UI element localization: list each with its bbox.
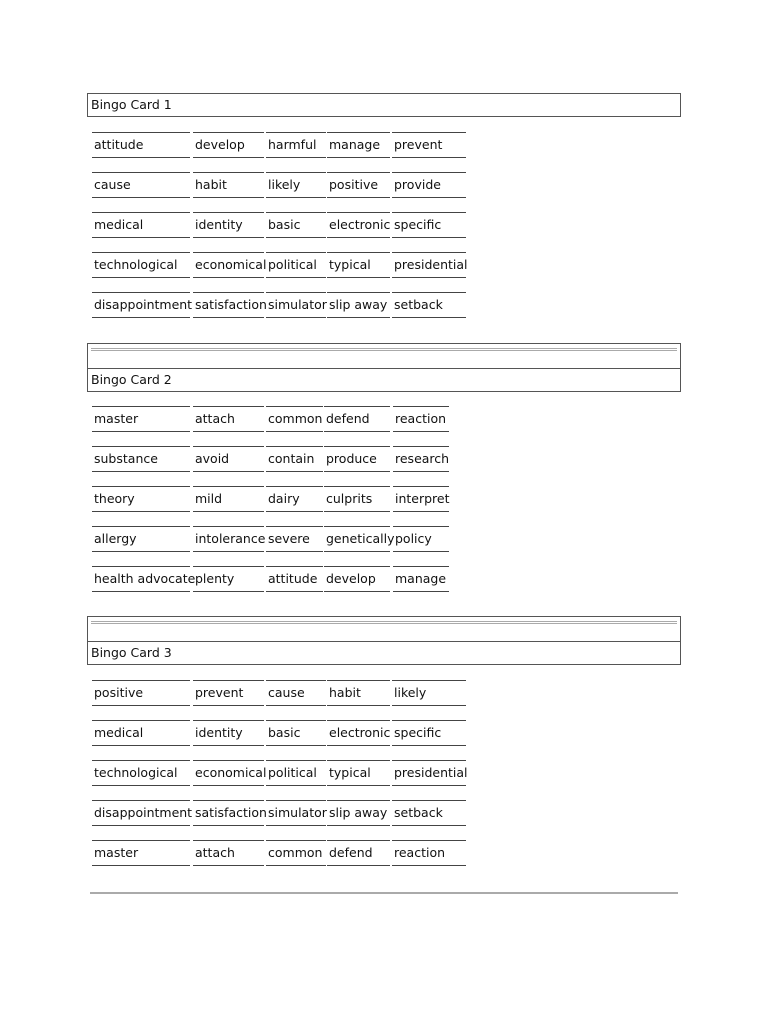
- bingo-word: develop: [326, 571, 376, 586]
- bingo-word: cause: [268, 685, 305, 700]
- bingo-cell: [193, 760, 267, 786]
- bingo-word: manage: [395, 571, 447, 586]
- bingo-cell: [327, 212, 390, 238]
- bingo-word: interpret: [395, 491, 450, 506]
- bingo-word: setback: [394, 805, 443, 820]
- bingo-word: theory: [94, 491, 135, 506]
- bingo-word: reaction: [395, 411, 447, 426]
- bingo-word: slip away: [329, 805, 388, 820]
- bingo-cell: [392, 800, 466, 826]
- card-title: Bingo Card 2: [91, 372, 172, 387]
- bingo-word: electronic: [329, 725, 391, 740]
- bingo-cell: [193, 406, 264, 432]
- bingo-word: produce: [326, 451, 377, 466]
- bingo-cell: [193, 680, 264, 706]
- bingo-word: positive: [329, 177, 379, 192]
- bingo-cell: [92, 720, 190, 746]
- bingo-word: positive: [94, 685, 144, 700]
- bingo-cell: [193, 800, 267, 826]
- bingo-word: research: [395, 451, 450, 466]
- bingo-cell: [193, 840, 264, 866]
- bingo-word: substance: [94, 451, 158, 466]
- bingo-word: identity: [195, 725, 243, 740]
- bingo-word: health advocate: [94, 571, 196, 586]
- bingo-word: disappointment: [94, 805, 193, 820]
- bingo-word: common: [268, 845, 323, 860]
- bingo-cell: [92, 566, 196, 592]
- bingo-word: medical: [94, 725, 144, 740]
- bingo-cell: [327, 800, 390, 826]
- bingo-word: allergy: [94, 531, 137, 546]
- bingo-word: genetically: [326, 531, 395, 546]
- bingo-cell: [266, 800, 326, 826]
- bingo-word: slip away: [329, 297, 388, 312]
- card-title: Bingo Card 1: [91, 97, 172, 112]
- bingo-cell: [92, 212, 190, 238]
- bingo-cell: [266, 720, 326, 746]
- bingo-cell: [392, 212, 466, 238]
- bingo-word: economical: [195, 257, 267, 272]
- bingo-word: harmful: [268, 137, 317, 152]
- bingo-cell: [266, 212, 326, 238]
- bingo-cell: [92, 800, 193, 826]
- bingo-cell: [92, 252, 190, 278]
- bingo-word: medical: [94, 217, 144, 232]
- bingo-cell: [392, 132, 466, 158]
- bingo-cell: [266, 406, 323, 432]
- bingo-word: simulator: [268, 805, 327, 820]
- bingo-cell: [327, 680, 390, 706]
- bingo-cell: [393, 406, 449, 432]
- bingo-cell: [193, 486, 264, 512]
- bingo-word: identity: [195, 217, 243, 232]
- bingo-cell: [324, 526, 395, 552]
- bingo-cell: [393, 446, 449, 472]
- bingo-cell: [92, 446, 190, 472]
- bingo-cell: [193, 132, 264, 158]
- bingo-word: attitude: [268, 571, 318, 586]
- bingo-cell: [324, 566, 390, 592]
- card-title-box: [87, 93, 681, 117]
- bingo-cell: [92, 406, 190, 432]
- bingo-word: attach: [195, 411, 235, 426]
- bingo-word: avoid: [195, 451, 230, 466]
- card-separator: [87, 343, 681, 368]
- bingo-cell: [92, 680, 190, 706]
- bingo-cell: [327, 840, 390, 866]
- card-title: Bingo Card 3: [91, 645, 172, 660]
- bingo-word: technological: [94, 765, 178, 780]
- bingo-word: defend: [326, 411, 370, 426]
- bingo-cell: [392, 172, 466, 198]
- bingo-cell: [393, 486, 449, 512]
- bingo-cell: [327, 760, 390, 786]
- separator-rule: [91, 348, 677, 351]
- bingo-word: cause: [94, 177, 131, 192]
- bingo-word: mild: [195, 491, 223, 506]
- bingo-cell: [193, 566, 264, 592]
- bingo-word: disappointment: [94, 297, 193, 312]
- bingo-cell: [193, 212, 264, 238]
- bingo-cell: [266, 566, 323, 592]
- bingo-word: satisfaction: [195, 297, 267, 312]
- bingo-word: political: [268, 765, 317, 780]
- bingo-cell: [92, 292, 193, 318]
- bingo-cell: [393, 566, 449, 592]
- bingo-cell: [193, 292, 267, 318]
- bingo-cell: [266, 840, 326, 866]
- bingo-word: provide: [394, 177, 441, 192]
- bingo-word: presidential: [394, 257, 468, 272]
- bingo-word: contain: [268, 451, 315, 466]
- bingo-cell: [266, 172, 326, 198]
- bingo-cell: [392, 840, 466, 866]
- bingo-cell: [392, 292, 466, 318]
- bingo-word: typical: [329, 257, 371, 272]
- bingo-cell: [327, 172, 390, 198]
- bingo-cell: [393, 526, 449, 552]
- bingo-cell: [92, 172, 190, 198]
- bingo-cell: [327, 292, 390, 318]
- bingo-cell: [327, 720, 390, 746]
- bingo-cell: [193, 446, 264, 472]
- bingo-cell: [92, 526, 190, 552]
- bingo-cell: [392, 760, 466, 786]
- bingo-word: political: [268, 257, 317, 272]
- bingo-word: plenty: [195, 571, 235, 586]
- bingo-cell: [324, 446, 390, 472]
- bingo-word: attach: [195, 845, 235, 860]
- bingo-cell: [327, 132, 390, 158]
- bingo-word: habit: [195, 177, 227, 192]
- bingo-cell: [392, 680, 466, 706]
- bingo-word: basic: [268, 725, 301, 740]
- bingo-cell: [266, 292, 326, 318]
- bottom-rule: [90, 892, 678, 894]
- bingo-cell: [92, 760, 190, 786]
- bingo-word: policy: [395, 531, 432, 546]
- bingo-word: electronic: [329, 217, 391, 232]
- bingo-cell: [324, 486, 390, 512]
- bingo-cell: [266, 680, 326, 706]
- bingo-word: specific: [394, 725, 442, 740]
- bingo-cell: [193, 252, 267, 278]
- bingo-word: technological: [94, 257, 178, 272]
- bingo-word: basic: [268, 217, 301, 232]
- bingo-cell: [92, 486, 190, 512]
- bingo-word: reaction: [394, 845, 446, 860]
- separator-rule: [91, 621, 677, 624]
- bingo-cell: [193, 720, 264, 746]
- bingo-word: master: [94, 845, 139, 860]
- bingo-cell: [92, 132, 190, 158]
- bingo-word: develop: [195, 137, 245, 152]
- bingo-cell: [193, 526, 264, 552]
- bingo-word: common: [268, 411, 323, 426]
- card-title-box: [87, 368, 681, 392]
- card-separator: [87, 616, 681, 641]
- bingo-word: presidential: [394, 765, 468, 780]
- card-title-box: [87, 641, 681, 665]
- bingo-word: master: [94, 411, 139, 426]
- bingo-word: likely: [394, 685, 427, 700]
- bingo-cell: [266, 252, 326, 278]
- bingo-cell: [392, 720, 466, 746]
- bingo-cell: [266, 526, 323, 552]
- bingo-word: attitude: [94, 137, 144, 152]
- bingo-word: severe: [268, 531, 310, 546]
- bingo-word: simulator: [268, 297, 327, 312]
- bingo-cell: [266, 760, 326, 786]
- bingo-cell: [92, 840, 190, 866]
- bingo-word: prevent: [394, 137, 443, 152]
- bingo-cell: [392, 252, 466, 278]
- bingo-word: typical: [329, 765, 371, 780]
- bingo-word: dairy: [268, 491, 300, 506]
- bingo-word: setback: [394, 297, 443, 312]
- bingo-cell: [327, 252, 390, 278]
- bingo-cell: [324, 406, 390, 432]
- bingo-word: satisfaction: [195, 805, 267, 820]
- bingo-cell: [266, 132, 326, 158]
- bingo-word: defend: [329, 845, 373, 860]
- bingo-word: intolerance: [195, 531, 266, 546]
- bingo-word: likely: [268, 177, 301, 192]
- bingo-word: economical: [195, 765, 267, 780]
- bingo-cell: [266, 486, 323, 512]
- bingo-cell: [266, 446, 323, 472]
- bingo-cell: [193, 172, 264, 198]
- bingo-word: habit: [329, 685, 361, 700]
- bingo-word: culprits: [326, 491, 373, 506]
- bingo-word: specific: [394, 217, 442, 232]
- bingo-word: prevent: [195, 685, 244, 700]
- bingo-word: manage: [329, 137, 381, 152]
